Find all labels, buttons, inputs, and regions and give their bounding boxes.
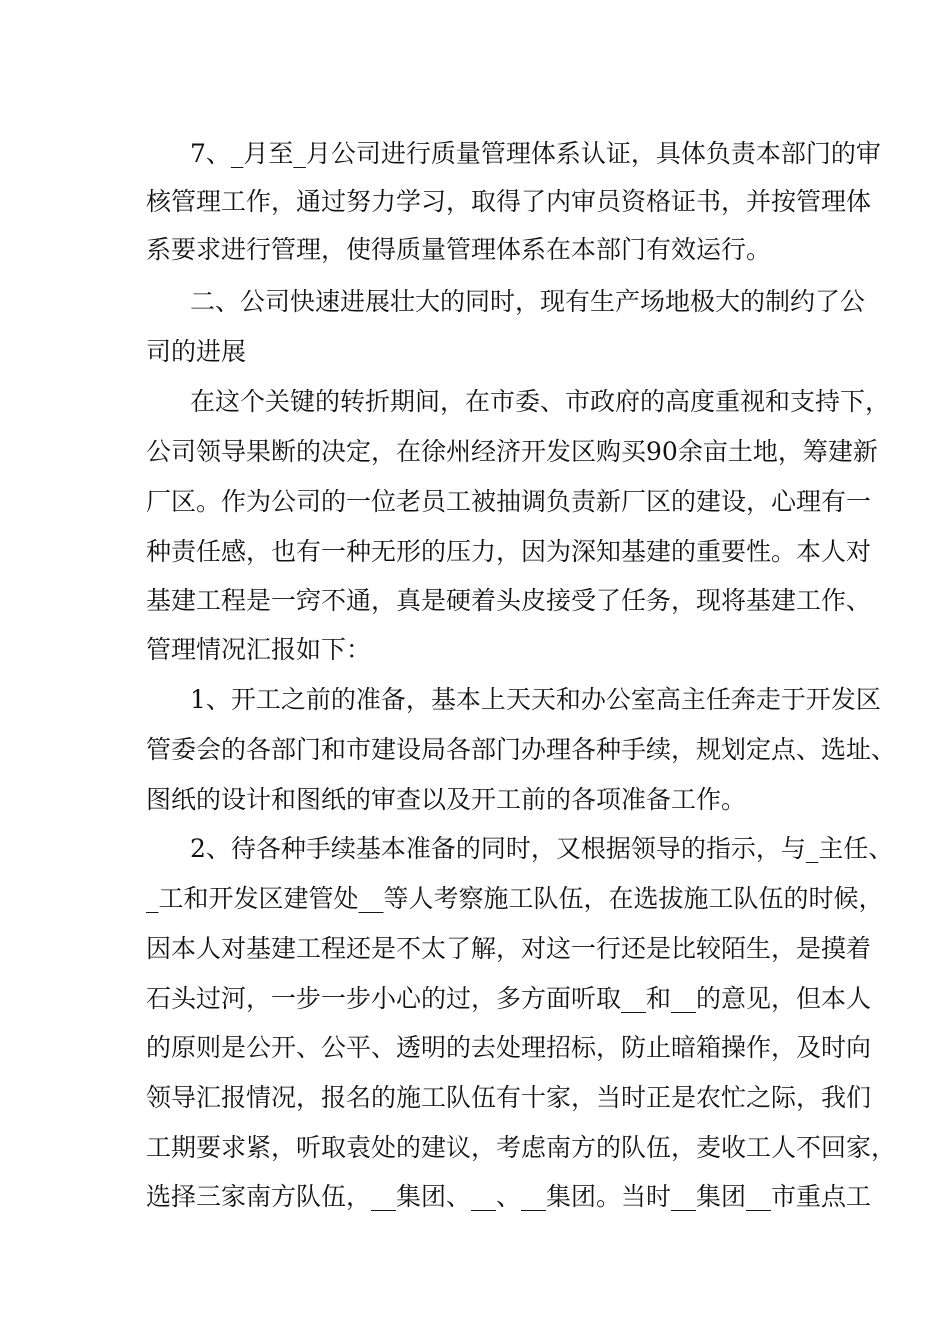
section-heading: 二、公司快速进展壮大的同时，现有生产场地极大的制约了公 [190, 287, 866, 316]
text-line: 管委会的各部门和市建设局各部门办理各种手续，规划定点、选址、 [146, 735, 897, 764]
text-line: 因本人对基建工程还是不太了解，对这一行还是比较陌生，是摸着 [146, 934, 872, 963]
text-line: 工期要求紧，听取袁处的建议，考虑南方的队伍，麦收工人不回家， [146, 1133, 897, 1162]
text-line: _工和开发区建管处__等人考察施工队伍，在选拔施工队伍的时候， [146, 884, 884, 913]
text-line: 管理情况汇报如下： [146, 635, 372, 664]
text-line: 石头过河，一步一步小心的过，多方面听取__和__的意见，但本人 [146, 984, 872, 1013]
text-line: 厂区。作为公司的一位老员工被抽调负责新厂区的建设，心理有一 [146, 487, 872, 516]
text-line: 选择三家南方队伍，__集团、__、__集团。当时__集团__市重点工 [146, 1182, 872, 1211]
text-line: 的原则是公开、公平、透明的去处理招标，防止暗箱操作，及时向 [146, 1033, 872, 1062]
text-line: 1、开工之前的准备，基本上天天和办公室高主任奔走于开发区 [190, 685, 881, 714]
text-line: 2、待各种手续基本准备的同时，又根据领导的指示，与_主任、 [190, 834, 894, 863]
text-line: 领导汇报情况，报名的施工队伍有十家，当时正是农忙之际，我们 [146, 1083, 872, 1112]
text-line: 核管理工作，通过努力学习，取得了内审员资格证书，并按管理体 [146, 187, 872, 216]
text-line: 基建工程是一窍不通，真是硬着头皮接受了任务，现将基建工作、 [146, 586, 872, 615]
text-line: 图纸的设计和图纸的审查以及开工前的各项准备工作。 [146, 785, 747, 814]
text-line: 公司领导果断的决定，在徐州经济开发区购买90余亩土地，筹建新 [146, 437, 878, 466]
section-heading: 司的进展 [146, 337, 247, 366]
text-line: 种责任感，也有一种无形的压力，因为深知基建的重要性。本人对 [146, 537, 872, 566]
text-line: 7、_月至_月公司进行质量管理体系认证，具体负责本部门的审 [190, 139, 881, 168]
text-line: 在这个关键的转折期间，在市委、市政府的高度重视和支持下， [190, 387, 891, 416]
text-line: 系要求进行管理，使得质量管理体系在本部门有效运行。 [146, 235, 772, 264]
